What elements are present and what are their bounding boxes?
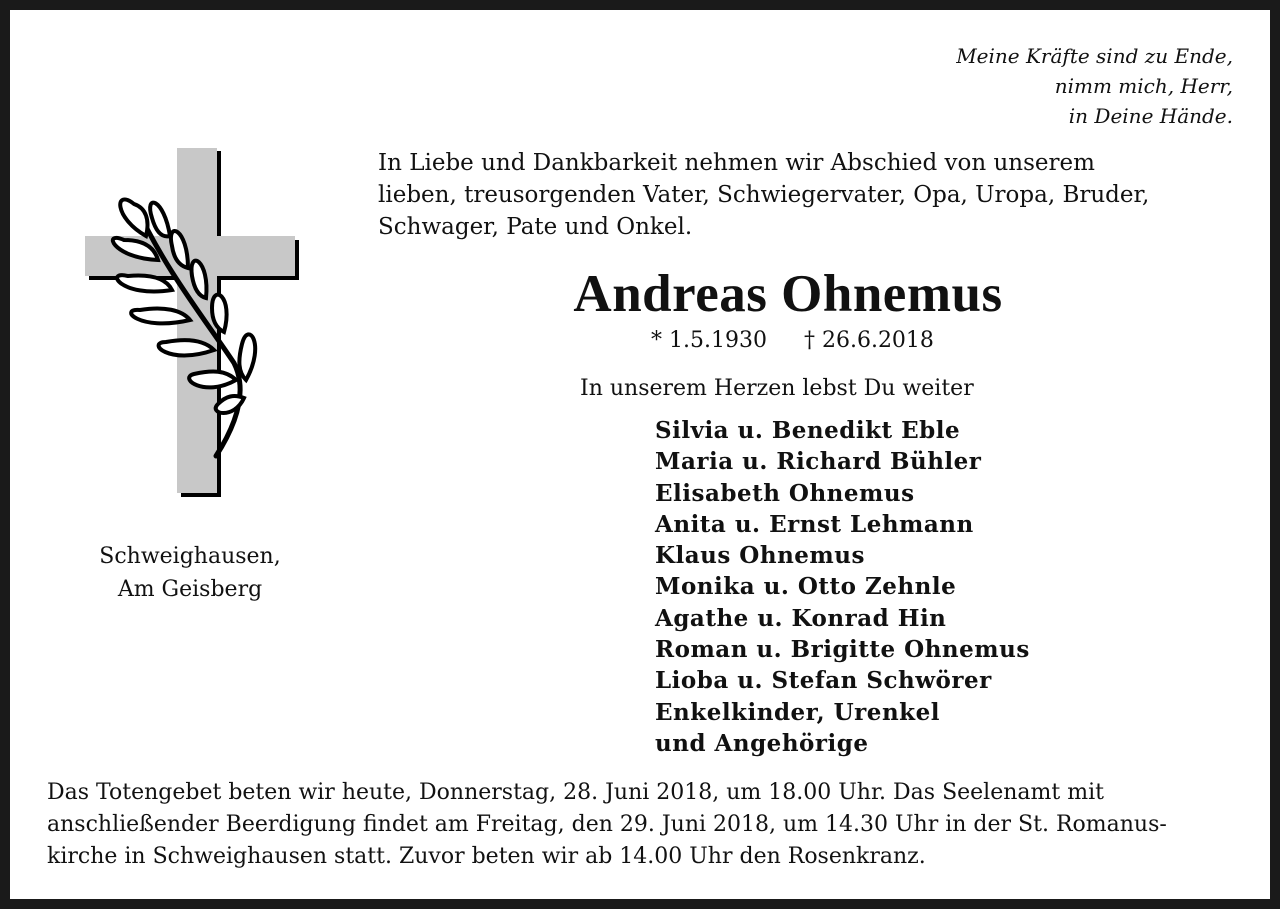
- mourner-entry: Monika u. Otto Zehnle: [655, 573, 957, 601]
- death-date: † 26.6.2018: [803, 328, 934, 353]
- mourners-list: [655, 415, 1030, 759]
- motto-line: in Deine Hände.: [1068, 104, 1233, 128]
- residence-line: Am Geisberg: [117, 577, 263, 602]
- mourner-entry: Agathe u. Konrad Hin: [655, 604, 947, 632]
- intro-paragraph: [378, 147, 1218, 243]
- mourner-entry: Anita u. Ernst Lehmann: [655, 510, 974, 538]
- motto-line: Meine Kräfte sind zu Ende,: [956, 44, 1233, 68]
- intro-line: Schwager, Pate und Onkel.: [378, 214, 693, 240]
- obituary-card: [10, 10, 1270, 899]
- mourner-entry: Lioba u. Stefan Schwörer: [655, 667, 992, 695]
- birth-date: * 1.5.1930: [651, 328, 767, 353]
- announcement-line: Das Totengebet beten wir heute, Donnerstag, 28. Juni 2018, um 18.00 Uhr. Das Seelenamt mit: [47, 780, 1104, 805]
- motto-verse: [956, 41, 1233, 131]
- mourner-entry: und Angehörige: [655, 729, 869, 757]
- mourner-entry: Elisabeth Ohnemus: [655, 479, 915, 507]
- residence-address: [80, 540, 300, 606]
- mourner-entry: Klaus Ohnemus: [655, 542, 865, 570]
- announcement-line: anschließender Beerdigung findet am Freitag, den 29. Juni 2018, um 14.30 Uhr in der St. Romanus-: [47, 812, 1167, 837]
- service-announcement: [47, 777, 1237, 873]
- cross-with-palm-branch-icon: [84, 148, 304, 500]
- life-dates: [651, 325, 934, 357]
- remembrance-line: In unserem Herzen lebst Du weiter: [580, 376, 974, 401]
- intro-line: lieben, treusorgenden Vater, Schwiegervater, Opa, Uropa, Bruder,: [378, 182, 1150, 208]
- mourner-entry: Maria u. Richard Bühler: [655, 448, 982, 476]
- announcement-line: kirche in Schweighausen statt. Zuvor beten wir ab 14.00 Uhr den Rosenkranz.: [47, 844, 926, 869]
- mourner-entry: Roman u. Brigitte Ohnemus: [655, 636, 1030, 664]
- residence-line: Schweighausen,: [99, 544, 281, 569]
- intro-line: In Liebe und Dankbarkeit nehmen wir Abschied von unserem: [378, 150, 1095, 176]
- motto-line: nimm mich, Herr,: [1054, 74, 1233, 98]
- deceased-name: Andreas Ohnemus: [573, 265, 1003, 323]
- mourner-entry: Enkelkinder, Urenkel: [655, 698, 940, 726]
- mourner-entry: Silvia u. Benedikt Eble: [655, 417, 961, 444]
